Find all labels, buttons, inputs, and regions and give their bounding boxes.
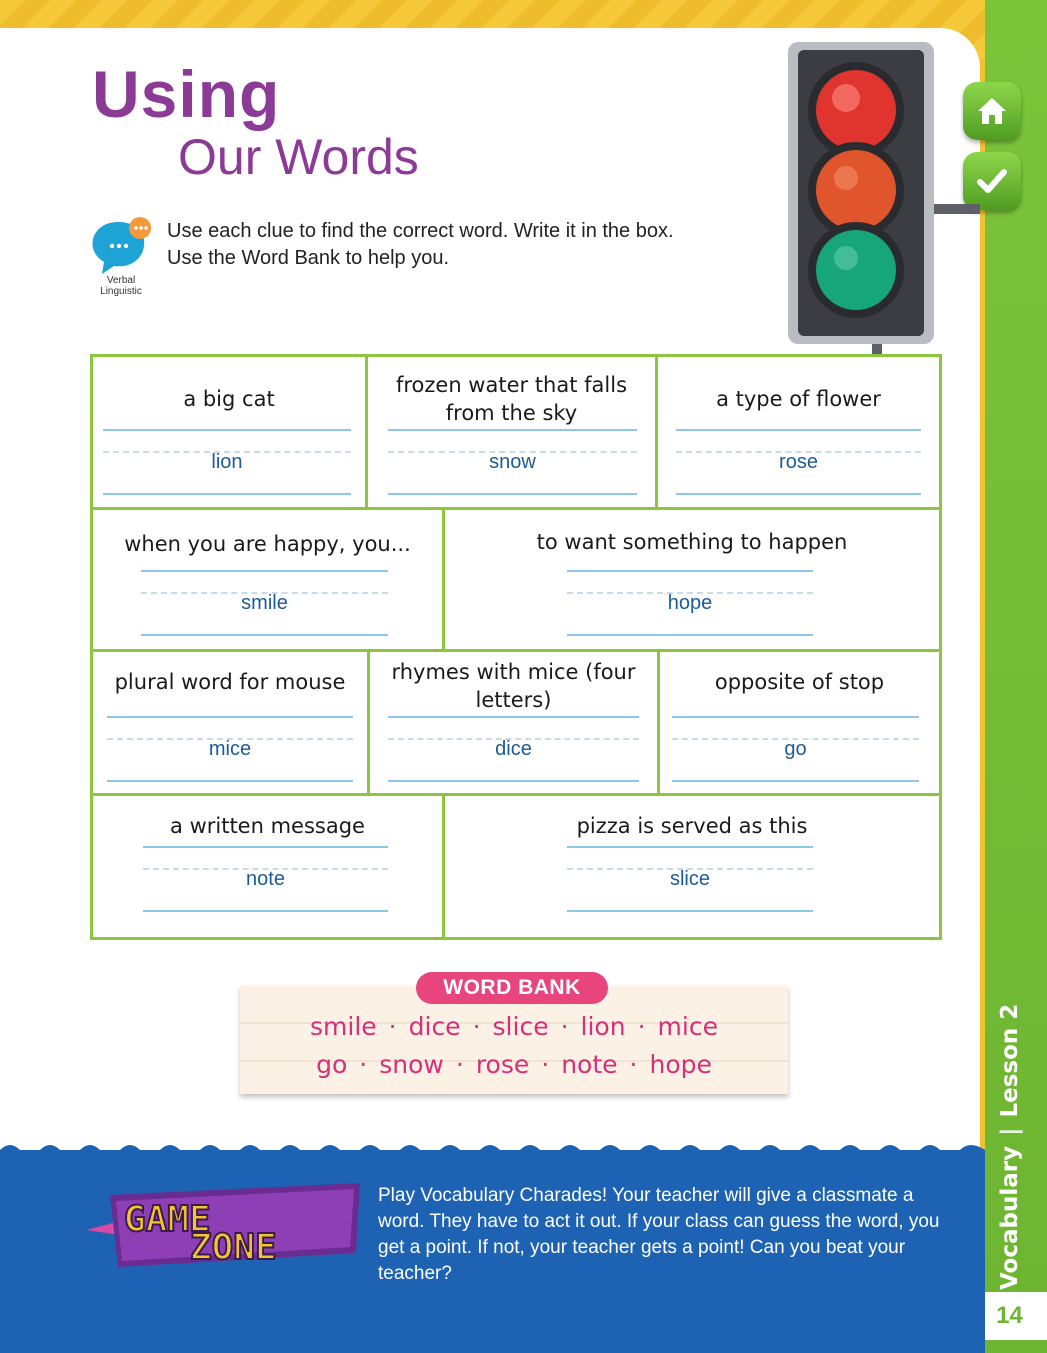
clue-text: plural word for mouse <box>114 670 346 694</box>
game-zone-text: Play Vocabulary Charades! Your teacher will give a classmate a word. They have to act it out. If your class can guess the word, you get a point. If not, your teacher gets a point! Can you beat your teacher? <box>378 1185 940 1284</box>
answer-field[interactable]: lion <box>211 451 243 473</box>
page-title: Using <box>92 57 281 131</box>
clue-text: when you are happy, you... <box>124 532 411 556</box>
word-bank-word: slice <box>492 1012 549 1041</box>
answer-lines <box>567 570 813 636</box>
word-bank-row-1: smile · dice · slice · lion · mice <box>310 1012 718 1041</box>
word-bank-word: hope <box>649 1050 712 1079</box>
answer-lines <box>388 429 637 495</box>
answer-field[interactable]: go <box>784 738 807 760</box>
word-bank-title: WORD BANK <box>416 972 608 1004</box>
logo-text-zone: ZONE <box>190 1227 277 1268</box>
answer-lines <box>107 716 353 782</box>
clue-cell <box>365 354 658 510</box>
page-number: 14 <box>972 1292 1047 1340</box>
answer-lines <box>567 846 813 912</box>
instructions-text: Use each clue to find the correct word. Write it in the box. Use the Word Bank to help you. <box>167 220 674 269</box>
word-bank-word: lion <box>580 1012 626 1041</box>
answer-lines <box>103 429 351 495</box>
answer-field[interactable]: hope <box>667 592 713 614</box>
word-bank-word: rose <box>475 1050 530 1079</box>
speech-bubble-icon <box>88 214 154 276</box>
caption-line-1: Verbal <box>106 275 136 286</box>
word-bank-word: dice <box>408 1012 461 1041</box>
clue-text: a big cat <box>183 387 275 411</box>
clue-cell <box>442 507 942 652</box>
word-bank-word: note <box>561 1050 618 1079</box>
page-subtitle: Our Words <box>178 129 419 185</box>
clue-cell <box>442 793 942 940</box>
intelligence-caption <box>82 275 160 297</box>
answer-field[interactable]: snow <box>489 451 536 473</box>
answer-lines <box>672 716 919 782</box>
answer-lines <box>676 429 921 495</box>
answer-lines <box>388 716 639 782</box>
clue-text: rhymes with mice (four letters) <box>391 660 636 712</box>
answer-field[interactable]: smile <box>241 592 288 614</box>
traffic-light-image <box>780 38 980 368</box>
answer-field[interactable]: note <box>246 868 285 890</box>
clue-text: pizza is served as this <box>576 814 808 838</box>
word-bank-word: snow <box>379 1050 444 1079</box>
lesson-label: Lesson 2 <box>997 1003 1023 1118</box>
clue-text: opposite of stop <box>714 670 885 694</box>
word-bank-word: mice <box>657 1012 718 1041</box>
clue-grid <box>90 354 942 940</box>
answer-field[interactable]: mice <box>208 738 252 760</box>
clue-cell <box>90 507 445 652</box>
answer-lines <box>143 846 388 912</box>
word-bank-word: go <box>316 1050 348 1079</box>
answer-field[interactable]: rose <box>779 451 818 473</box>
clue-cell <box>367 649 660 796</box>
word-bank-word: smile <box>310 1012 377 1041</box>
side-lesson-label: Vocabulary|Lesson 2 <box>997 1003 1023 1290</box>
caption-line-2: Linguistic <box>100 286 142 297</box>
clue-text: to want something to happen <box>536 530 848 554</box>
clue-cell <box>657 649 942 796</box>
clue-text: a written message <box>170 814 365 838</box>
answer-field[interactable]: slice <box>669 868 710 890</box>
clue-text: frozen water that falls from the sky <box>395 373 628 425</box>
answer-lines <box>141 570 388 636</box>
clue-cell <box>90 649 370 796</box>
clue-text: a type of flower <box>716 387 881 411</box>
logo-text-game: GAME <box>124 1199 211 1240</box>
clue-cell <box>90 354 368 510</box>
clue-cell <box>655 354 942 510</box>
word-bank-row-2: go · snow · rose · note · hope <box>316 1050 712 1079</box>
answer-field[interactable]: dice <box>495 738 532 760</box>
game-zone-logo <box>80 1175 370 1275</box>
clue-cell <box>90 793 445 940</box>
subject-label: Vocabulary <box>997 1145 1023 1290</box>
